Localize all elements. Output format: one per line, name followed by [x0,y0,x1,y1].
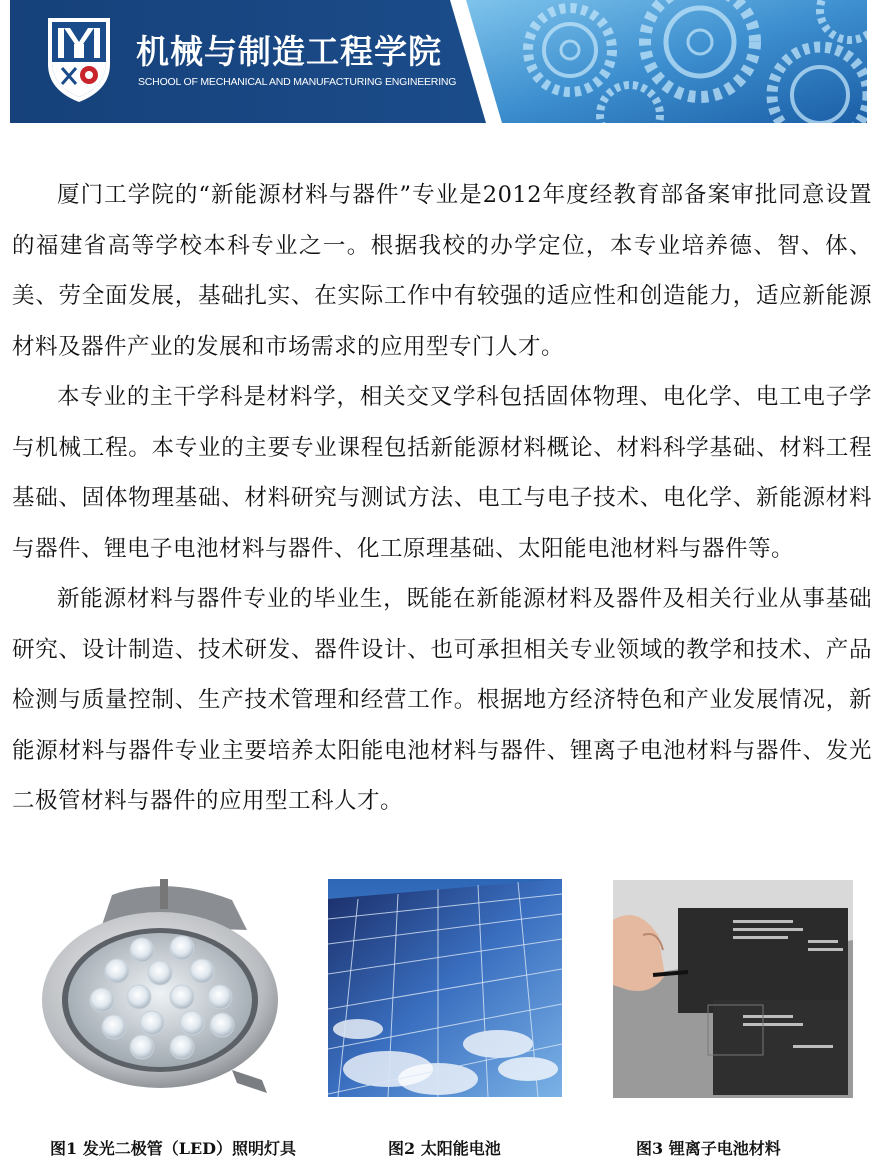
figure-2-caption: 图2 太阳能电池 [388,1139,501,1158]
led-downlight-photo-icon [42,875,289,1095]
school-name-en: SCHOOL OF MECHANICAL AND MANUFACTURING ENGINEERING [138,76,457,88]
paragraph-intro: 厦门工学院的“新能源材料与器件”专业是2012年度经教育部备案审批同意设置的福建省高等学校本科专业之一。根据我校的办学定位，本专业培养德、智、体、美、劳全面发展，基础扎实、在实际工作中有较强的适应性和创造能力，适应新能源材料及器件产业的发展和市场需求的应用型专门人才。 [12,182,872,360]
school-name-cn: 机械与制造工程学院 [136,32,442,71]
article-body [12,170,872,827]
figure-1-caption: 图1 发光二极管（LED）照明灯具 [50,1139,297,1158]
figure-battery [613,880,853,1098]
solar-panel-photo-icon [328,879,562,1097]
figure-3-caption: 图3 锂离子电池材料 [636,1139,781,1158]
paragraph-graduates: 新能源材料与器件专业的毕业生，既能在新能源材料及器件及相关行业从事基础研究、设计制造、技术研发、器件设计、也可承担相关专业领域的教学和技术、产品检测与质量控制、生产技术管理和经营工作。根据地方经济特色和产业发展情况，新能源材料与器件专业主要培养太阳能电池材料与器件、锂离子电池材料与器件、发光二极管材料与器件的应用型工科人才。 [12,586,872,814]
figure-solar [328,879,562,1097]
figure-led [42,875,289,1095]
school-shield-logo-icon [44,12,114,104]
lithium-battery-photo-icon [613,880,853,1098]
paragraph-curriculum: 本专业的主干学科是材料学，相关交叉学科包括固体物理、电化学、电工电子学与机械工程。本专业的主要专业课程包括新能源材料概论、材料科学基础、材料工程基础、固体物理基础、材料研究与测试方法、电工与电子技术、电化学、新能源材料与器件、锂电子电池材料与器件、化工原理基础、太阳能电池材料与器件等。 [12,384,872,562]
header-banner [10,0,867,123]
